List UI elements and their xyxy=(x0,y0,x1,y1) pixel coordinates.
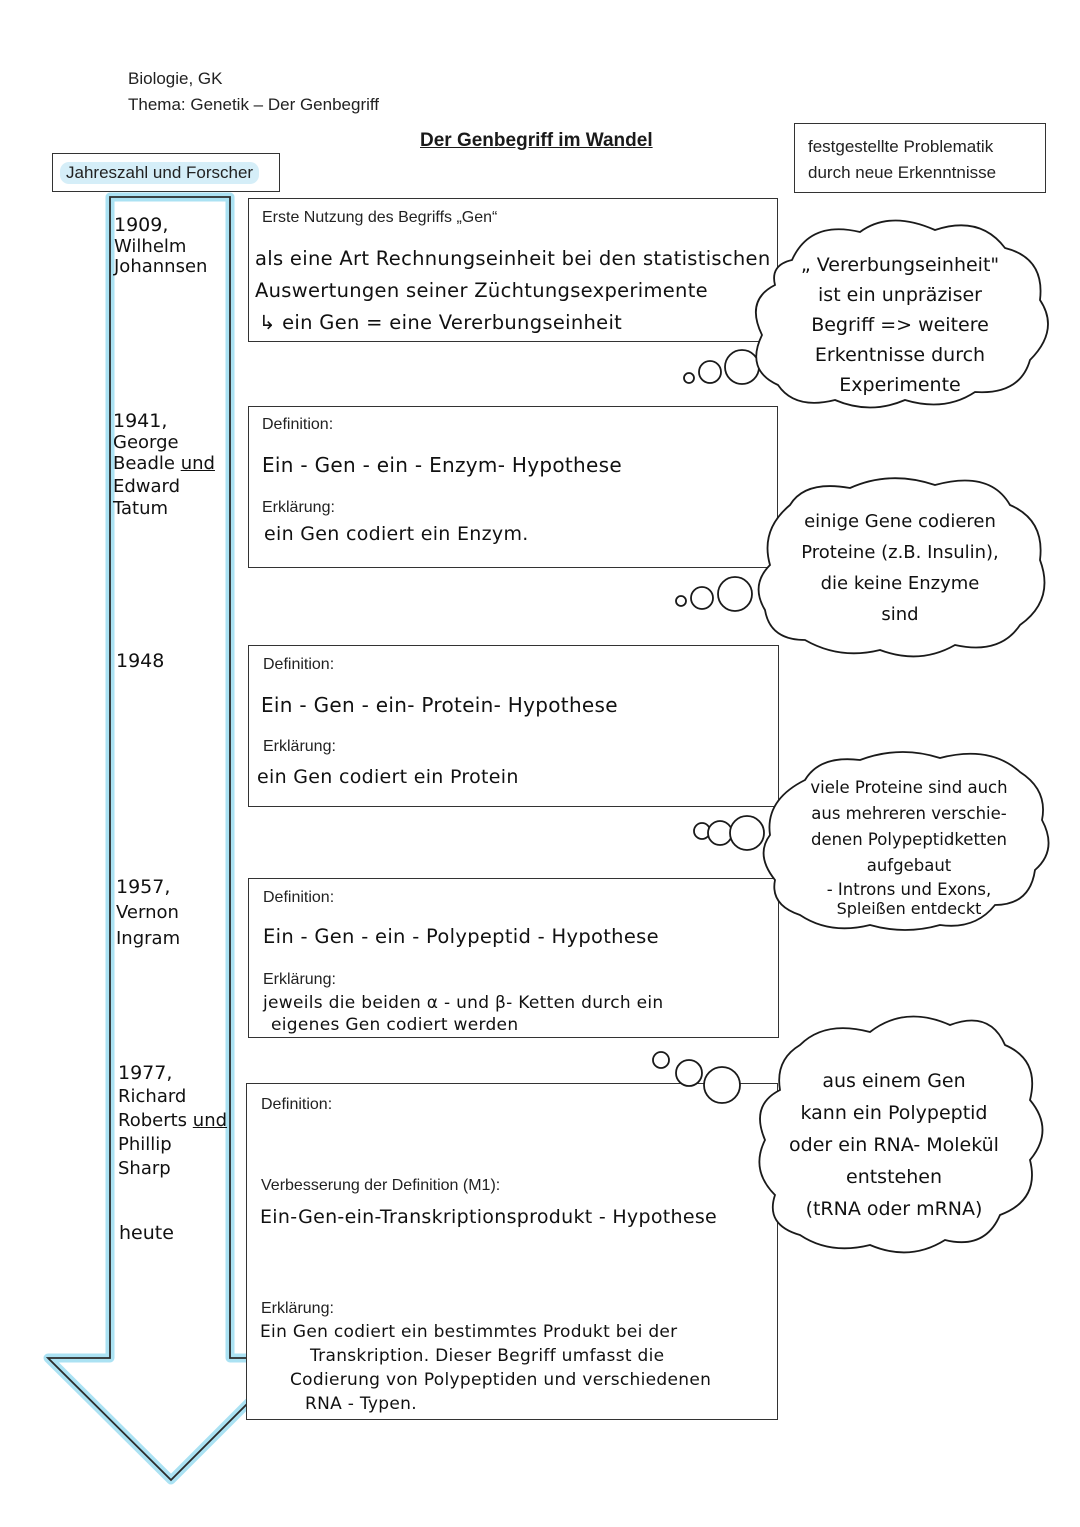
right-column-header-label: festgestellte Problematik durch neue Erkenntnisse xyxy=(808,137,997,182)
page-title: Der Genbegriff im Wandel xyxy=(420,130,653,151)
explanation-label: Erklärung: xyxy=(263,971,336,988)
definition-label: Definition: xyxy=(261,1096,333,1113)
timeline-entry-1909: 1909, Wilhelm Johannsen xyxy=(114,214,208,277)
explanation-text: ein Gen codiert ein Protein xyxy=(257,766,519,788)
left-column-header-label: Jahreszahl und Forscher xyxy=(60,162,259,184)
timeline-entry-heute: heute xyxy=(119,1222,174,1244)
explanation-text: Ein Gen codiert ein bestimmtes Produkt bei der Transkription. Dieser Begriff umfasst die Codierung von Polypeptiden und verschiedenen RNA - Typen. xyxy=(260,1322,712,1414)
cloud-text-1: „ Vererbungseinheit" ist ein unpräziser Begriff => weitere Erkentnisse durch Experimente xyxy=(800,254,1000,396)
definition-label: Definition: xyxy=(263,656,335,673)
timeline-entry-1957: 1957, Vernon Ingram xyxy=(116,876,181,949)
cloud-text-2: einige Gene codieren Proteine (z.B. Insulin), die keine Enzyme sind xyxy=(801,511,999,625)
topic-line: Thema: Genetik – Der Genbegriff xyxy=(128,95,380,114)
definition-text: Ein - Gen - ein - Enzym- Hypothese xyxy=(262,453,622,477)
definition-text: Ein - Gen - ein - Polypeptid - Hypothese xyxy=(263,925,659,948)
explanation-text: jeweils die beiden α - und β- Ketten durch ein eigenes Gen codiert werden xyxy=(263,993,664,1035)
explanation-text: ein Gen codiert ein Enzym. xyxy=(264,523,529,545)
explanation-label: Erklärung: xyxy=(261,1300,334,1317)
subject-line: Biologie, GK xyxy=(128,69,223,88)
improvement-text: Ein-Gen-ein-Transkriptionsprodukt - Hypothese xyxy=(260,1206,718,1228)
explanation-label: Erklärung: xyxy=(262,499,335,516)
definition-label: Definition: xyxy=(262,416,334,433)
timeline-entry-1977: 1977, Richard Roberts und Phillip Sharp xyxy=(118,1062,228,1179)
definition-label: Definition: xyxy=(263,889,335,906)
timeline-entry-1948: 1948 xyxy=(116,650,165,672)
definition-text: Ein - Gen - ein- Protein- Hypothese xyxy=(261,693,618,717)
explanation-label: Erklärung: xyxy=(263,738,336,755)
timeline-entry-1941: 1941, George Beadle und Edward Tatum xyxy=(113,410,215,519)
cloud-text-3: viele Proteine sind auch aus mehreren verschie- denen Polypeptidketten aufgebaut - Introns und Exons, Spleißen entdeckt xyxy=(810,778,1008,918)
improvement-label: Verbesserung der Definition (M1): xyxy=(261,1177,501,1194)
box-label: Erste Nutzung des Begriffs „Gen“ xyxy=(262,209,498,226)
box-text: als eine Art Rechnungseinheit bei den statistischen Auswertungen seiner Züchtungsexperimente ↳ ein Gen = eine Vererbungseinheit xyxy=(255,247,771,334)
cloud-text-4: aus einem Gen kann ein Polypeptid oder ein RNA- Molekül entstehen (tRNA oder mRNA) xyxy=(789,1070,999,1220)
